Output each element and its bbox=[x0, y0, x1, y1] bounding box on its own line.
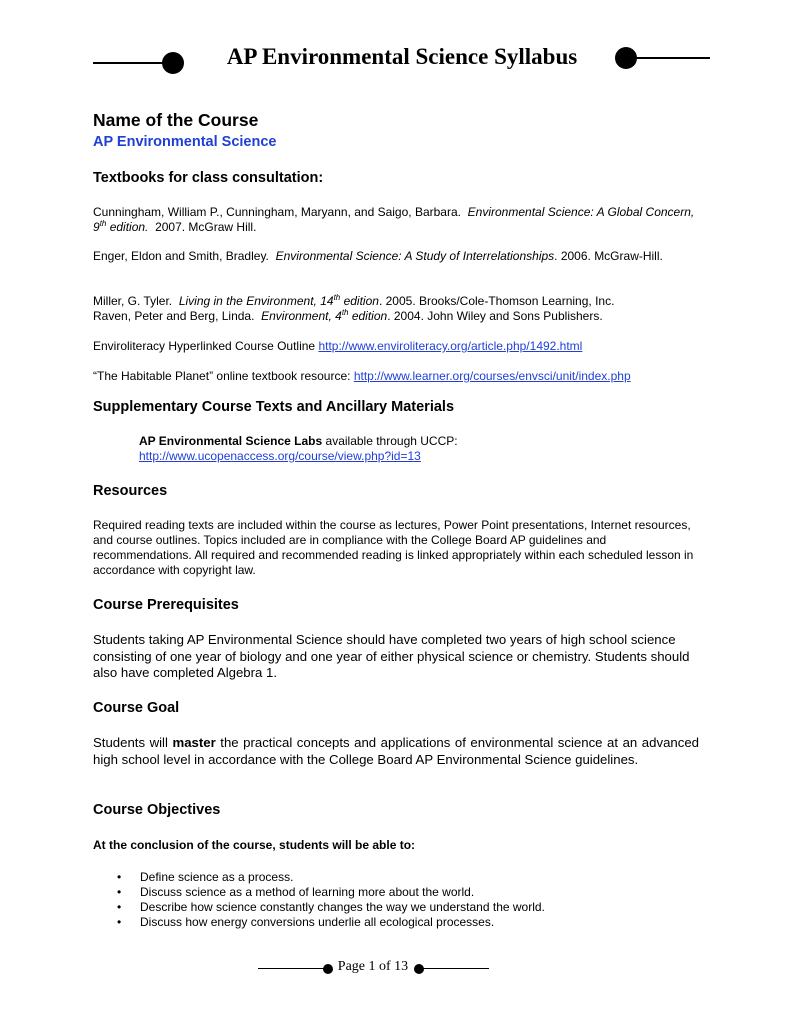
entry-4-rest: . 2004. John Wiley and Sons Publishers. bbox=[387, 309, 603, 323]
textbook-entry-3 bbox=[93, 294, 703, 309]
list-item-text: Discuss how energy conversions underlie all ecological processes. bbox=[140, 915, 495, 929]
course-outline-link[interactable]: http://www.enviroliteracy.org/article.php/1492.html bbox=[318, 339, 583, 353]
course-outline-line bbox=[93, 339, 703, 354]
course-name-heading: Name of the Course bbox=[93, 110, 259, 130]
textbook-entry-1 bbox=[93, 205, 703, 235]
footer-dot-right bbox=[414, 964, 424, 974]
header-dot-left bbox=[162, 52, 184, 74]
textbooks-heading: Textbooks for class consultation: bbox=[93, 170, 324, 186]
textbook-entry-2 bbox=[93, 249, 703, 264]
entry-1-edition: edition. bbox=[106, 220, 149, 234]
objectives-list bbox=[117, 870, 545, 930]
labs-line bbox=[139, 434, 699, 464]
list-item-text: Discuss science as a method of learning more about the world. bbox=[140, 885, 475, 899]
entry-4-title: Environment, 4 bbox=[261, 309, 342, 323]
bullet-icon: • bbox=[117, 870, 122, 884]
entry-2-rest: . 2006. McGraw-Hill. bbox=[554, 249, 663, 263]
list-item bbox=[117, 870, 545, 885]
entry-1-sup: th bbox=[99, 219, 107, 228]
objectives-heading: Course Objectives bbox=[93, 802, 221, 818]
bullet-icon: • bbox=[117, 915, 122, 929]
entry-4-authors: Raven, Peter and Berg, Linda. bbox=[93, 309, 255, 323]
entry-4-sup: th bbox=[341, 308, 349, 317]
header-rule-left bbox=[93, 62, 169, 64]
list-item-text: Describe how science constantly changes the way we understand the world. bbox=[140, 900, 545, 914]
course-outline-label: Enviroliteracy Hyperlinked Course Outline bbox=[93, 339, 319, 353]
entry-1-rest: 2007. McGraw Hill. bbox=[155, 220, 257, 234]
resources-body: Required reading texts are included within the course as lectures, Power Point presentations, Internet resources, and course outlines. Topics included are in compliance with the College Board AP guidelines and recommendations. All required and recommended reading is linked appropriately within each scheduled lesson in accordance with copyright law. bbox=[93, 518, 694, 577]
list-item-text: Define science as a process. bbox=[140, 870, 294, 884]
document-title: AP Environmental Science Syllabus bbox=[226, 44, 578, 69]
labs-name: AP Environmental Science Labs bbox=[139, 434, 323, 448]
habitable-planet-label: “The Habitable Planet” online textbook resource: bbox=[93, 369, 354, 383]
goal-text-end: the practical concepts and applications of environmental science at an advanced high school level in accordance with the College Board AP Environmental Science guidelines. bbox=[93, 735, 700, 767]
prerequisites-heading: Course Prerequisites bbox=[93, 597, 239, 613]
habitable-planet-link[interactable]: http://www.learner.org/courses/envsci/unit/index.php bbox=[353, 369, 631, 383]
entry-2-authors: Enger, Eldon and Smith, Bradley. bbox=[93, 249, 269, 263]
textbook-entry-4 bbox=[93, 309, 703, 324]
prerequisites-body: Students taking AP Environmental Science should have completed two years of high school science consisting of one year of biology and one year of either physical science or chemistry. Students should also have completed Algebra 1. bbox=[93, 632, 690, 680]
entry-2-title: Environmental Science: A Study of Interrelationships bbox=[275, 249, 555, 263]
supplementary-heading: Supplementary Course Texts and Ancillary Materials bbox=[93, 399, 455, 415]
labs-text: available through UCCP: bbox=[322, 434, 458, 448]
goal-heading: Course Goal bbox=[93, 700, 180, 716]
footer-rule-left bbox=[258, 968, 328, 969]
goal-body bbox=[93, 735, 699, 768]
list-item bbox=[117, 900, 545, 915]
goal-text-start: Students will bbox=[93, 735, 173, 750]
resources-heading: Resources bbox=[93, 483, 168, 499]
habitable-planet-line bbox=[93, 369, 703, 384]
footer-dot-left bbox=[323, 964, 333, 974]
objectives-intro: At the conclusion of the course, students will be able to: bbox=[93, 838, 416, 852]
entry-3-edition: edition bbox=[340, 294, 379, 308]
page-number: Page 1 of 13 bbox=[337, 959, 409, 974]
entry-3-title: Living in the Environment, 14 bbox=[178, 294, 334, 308]
list-item bbox=[117, 915, 545, 930]
goal-text-bold: master bbox=[172, 735, 216, 750]
entry-1-title: Environmental Science: A Global Concern, 9 bbox=[93, 205, 695, 234]
entry-3-rest: . 2005. Brooks/Cole-Thomson Learning, Inc. bbox=[378, 294, 615, 308]
bullet-icon: • bbox=[117, 900, 122, 914]
entry-3-sup: th bbox=[333, 293, 341, 302]
course-name-value: AP Environmental Science bbox=[93, 134, 277, 150]
entry-4-edition: edition bbox=[348, 309, 388, 323]
entry-1-authors: Cunningham, William P., Cunningham, Maryann, and Saigo, Barbara. bbox=[93, 205, 461, 219]
footer-rule-right bbox=[420, 968, 489, 969]
header-rule-right bbox=[630, 57, 710, 59]
labs-link[interactable]: http://www.ucopenaccess.org/course/view.php?id=13 bbox=[139, 449, 421, 463]
entry-3-authors: Miller, G. Tyler. bbox=[93, 294, 173, 308]
list-item bbox=[117, 885, 545, 900]
bullet-icon: • bbox=[117, 885, 122, 899]
